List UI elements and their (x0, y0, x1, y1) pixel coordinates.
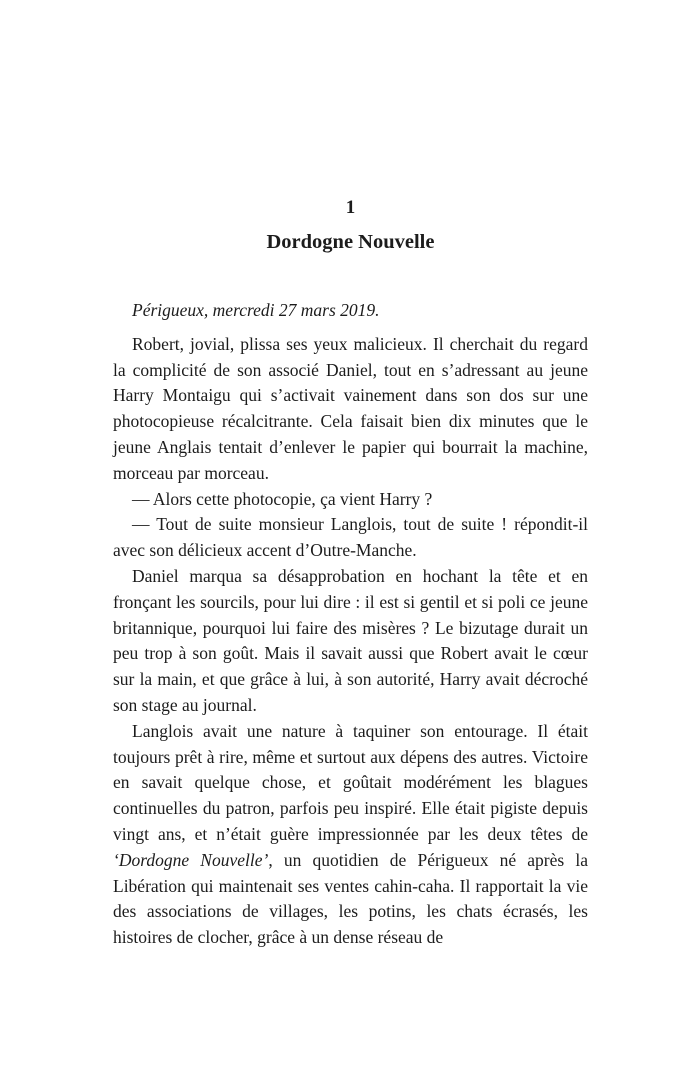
dateline: Périgueux, mercredi 27 mars 2019. (132, 300, 380, 320)
text-segment: , un quotidien de Périgueux né après la Libération qui maintenait ses ventes cahin-caha. Il rapportait la vie des associations de villages, les potins, les chats écrasés, les histoires de clocher, grâce à un dense réseau de (113, 849, 589, 948)
chapter-heading (113, 197, 588, 254)
italic-text-segment: ‘Dordogne Nouvelle’ (113, 849, 269, 870)
paragraph (113, 564, 588, 719)
text-segment: — Tout de suite monsieur Langlois, tout de suite ! répondit-il avec son délicieux accent d’Outre-Manche. (113, 514, 588, 561)
text-segment: Langlois avait une nature à taquiner son entourage. Il était toujours prêt à rire, même et surtout aux dépens des autres. Victoire en savait quelque chose, et goûtait modérément les blagues continuelles du patron, parfois peu inspiré. Elle était pigiste depuis vingt ans, et n’était guère impressionnée par les deux têtes de (113, 720, 588, 844)
paragraph (113, 332, 588, 487)
text-segment: — Alors cette photocopie, ça vient Harry ? (132, 488, 433, 509)
paragraph (113, 719, 588, 951)
chapter-title: Dordogne Nouvelle (266, 231, 435, 253)
chapter-number: 1 (345, 197, 356, 218)
paragraph (113, 512, 588, 564)
paragraph (113, 487, 588, 513)
text-segment: Daniel marqua sa désapprobation en hochant la tête et en fronçant les sourcils, pour lui dire : il est si gentil et si poli ce jeune britannique, pourquoi lui faire des misères ? Le bizutage durait un peu trop à son goût. Mais il savait aussi que Robert avait le cœur sur la main, et que grâce à lui, à son autorité, Harry avait décroché son stage au journal. (113, 565, 588, 715)
text-segment: Robert, jovial, plissa ses yeux malicieux. Il cherchait du regard la complicité de son associé Daniel, tout en s’adressant au jeune Harry Montaigu qui s’activait vainement dans son dos sur une photocopieuse récalcitrante. Cela faisait bien dix minutes que le jeune Anglais tentait d’enlever le papier qui bourrait la machine, morceau par morceau. (113, 333, 588, 483)
body-text (113, 332, 588, 951)
